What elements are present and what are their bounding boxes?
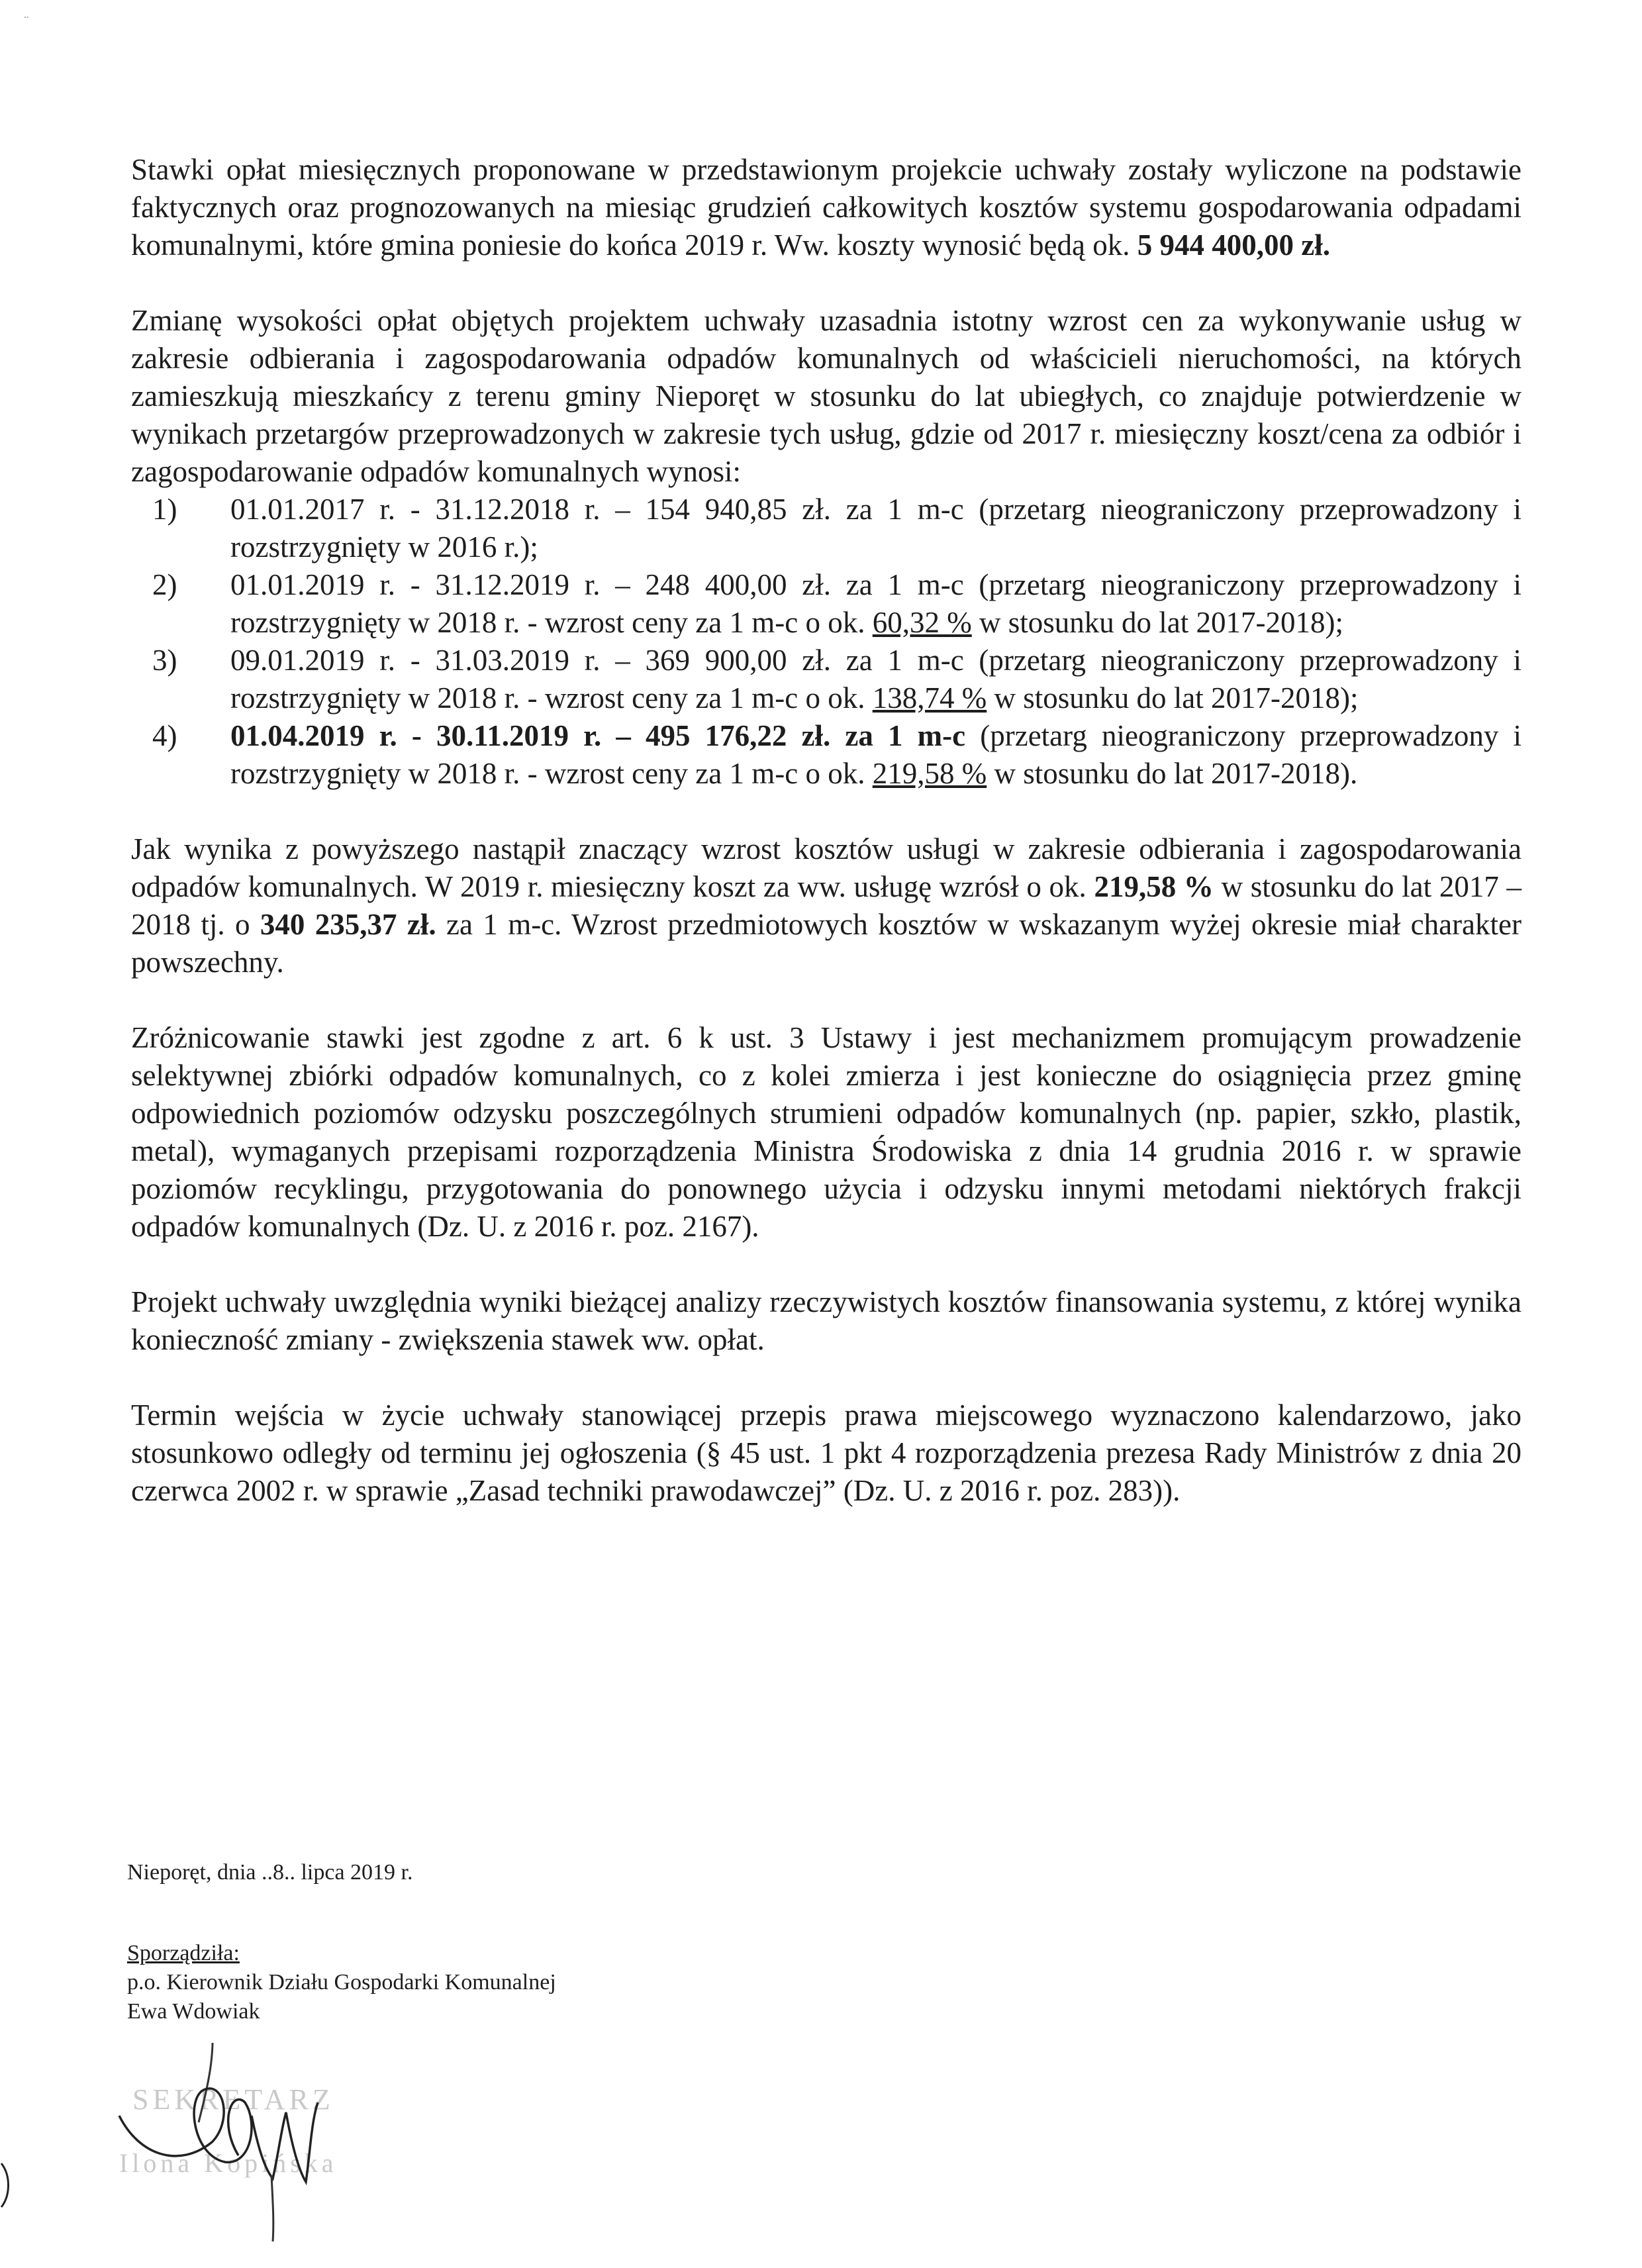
list-item-lead: 01.04.2019 r. - 30.11.2019 r. – 495 176,22 zł. za 1 m-c [230,719,966,752]
list-item-lead: 09.01.2019 r. - 31.03.2019 r. – 369 900,00 zł. za 1 m-c [230,644,964,677]
increase-percentage: 219,58 % [1094,870,1214,903]
list-item-tail: w stosunku do lat 2017-2018). [987,757,1358,790]
list-item-percentage: 138,74 % [872,681,987,715]
tender-list [131,491,1521,793]
total-cost-value: 5 944 400,00 zł. [1137,228,1330,262]
list-item-tail: w stosunku do lat 2017-2018); [987,681,1359,715]
paragraph-justification: Zmianę wysokości opłat objętych projektem uchwały uzasadnia istotny wzrost cen za wykonywanie usług w zakresie odbierania i zagospodarowania odpadów komunalnych od właścicieli nieruchomości, na których zamieszkują mieszkańcy z terenu gminy Nieporęt w stosunku do lat ubiegłych, co znajduje potwierdzenie w wynikach przetargów przeprowadzonych w zakresie tych usług, gdzie od 2017 r. miesięczny koszt/cena za odbiór i zagospodarowanie odpadów komunalnych wynosi: [131,304,1521,488]
paragraph-entry-into-force: Termin wejścia w życie uchwały stanowiącej przepis prawa miejscowego wyznaczono kalendarzowo, jako stosunkowo odległy od terminu jej ogłoszenia (§ 45 ust. 1 pkt 4 rozporządzenia prezesa Rady Ministrów z dnia 20 czerwca 2002 r. w sprawie „Zasad techniki prawodawczej” (Dz. U. z 2016 r. poz. 283)). [131,1399,1521,1507]
author-block [127,1939,1054,2026]
increase-amount: 340 235,37 zł. [260,908,436,941]
cost-increase-text: za 1 m-c. Wzrost przedmiotowych kosztów w wskazanym wyżej okresie miał charakter powszechny. [131,908,1521,979]
list-item-percentage: 219,58 % [872,757,987,790]
stamp-title: SEKRETARZ [132,2083,334,2116]
list-item-tail: w stosunku do lat 2017-2018); [971,606,1343,639]
paragraph-cost-increase [131,830,1521,981]
stamp-name: Ilona Kopińska [119,2148,338,2178]
cost-increase-text: Jak wynika z powyższego nastąpił znaczący wzrost kosztów usługi w zakresie odbierania i zagospodarowania odpadów komunalnych. W 2019 r. miesięczny koszt za ww. usługę wzrósł o ok. [131,832,1521,903]
paragraph-rates-text: Stawki opłat miesięcznych proponowane w przedstawionym projekcie uchwały zostały wyliczone na podstawie faktycznych oraz prognozowanych na miesiąc grudzień całkowitych kosztów systemu gospodarowania odpadami komunalnymi, które gmina poniesie do końca 2019 r. Ww. koszty wynosić będą ok. [131,153,1521,262]
list-item-number: 2) [152,568,177,601]
list-item-lead: 01.01.2019 r. - 31.12.2019 r. – 248 400,00 zł. za 1 m-c [230,568,964,601]
list-item-number: 1) [152,493,177,526]
list-item-text: (przetarg nieograniczony przeprowadzony i rozstrzygnięty w 2016 r.); [230,493,1521,564]
place-date: Nieporęt, dnia ..8.. lipca 2019 r. [127,1860,413,1885]
paragraph-analysis: Projekt uchwały uwzględnia wyniki bieżącej analizy rzeczywistych kosztów finansowania systemu, z której wynika konieczność zmiany - zwiększenia stawek ww. opłat. [131,1285,1521,1356]
list-item-text: (przetarg nieograniczony przeprowadzony i rozstrzygnięty w 2018 r. - wzrost ceny za 1 m-c o ok. [230,568,1521,639]
document-body [131,151,1521,1548]
margin-bracket-icon [0,2162,13,2208]
list-item [131,491,1521,566]
prepared-by-label: Sporządziła: [127,1941,240,1965]
list-item-text: (przetarg nieograniczony przeprowadzony i rozstrzygnięty w 2018 r. - wzrost ceny za 1 m-c o ok. [230,644,1521,715]
author-name: Ewa Wdowiak [127,1999,260,2024]
cost-increase-text: w stosunku do lat 2017 – 2018 tj. o [131,870,1521,941]
list-item-lead: 01.01.2017 r. - 31.12.2018 r. – 154 940,85 zł. za 1 m-c [230,493,964,526]
signature-icon [99,2043,470,2242]
author-role: p.o. Kierownik Działu Gospodarki Komunalnej [127,1970,556,1995]
paragraph-differentiation: Zróżnicowanie stawki jest zgodne z art. 6 k ust. 3 Ustawy i jest mechanizmem promującym prowadzenie selektywnej zbiórki odpadów komunalnych, co z kolei zmierza i jest konieczne do osiągnięcia przez gminę odpowiednich poziomów odzysku poszczególnych strumieni odpadów komunalnych (np. papier, szkło, plastik, metal), wymaganych przepisami rozporządzenia Ministra Środowiska z dnia 14 grudnia 2016 r. w sprawie poziomów recyklingu, przygotowania do ponownego użycia i odzysku innymi metodami niektórych frakcji odpadów komunalnych (Dz. U. z 2016 r. poz. 2167). [131,1021,1521,1243]
scan-mark: .. [24,9,29,21]
list-item-percentage: 60,32 % [872,606,972,639]
list-item-number: 4) [152,719,177,752]
list-item [131,566,1521,642]
list-item-text: (przetarg nieograniczony przeprowadzony i rozstrzygnięty w 2018 r. - wzrost ceny za 1 m-c o ok. [230,719,1521,790]
paragraph-rates [131,151,1521,264]
list-item [131,642,1521,717]
list-item [131,717,1521,793]
secretary-stamp [99,2043,470,2242]
list-item-number: 3) [152,644,177,677]
